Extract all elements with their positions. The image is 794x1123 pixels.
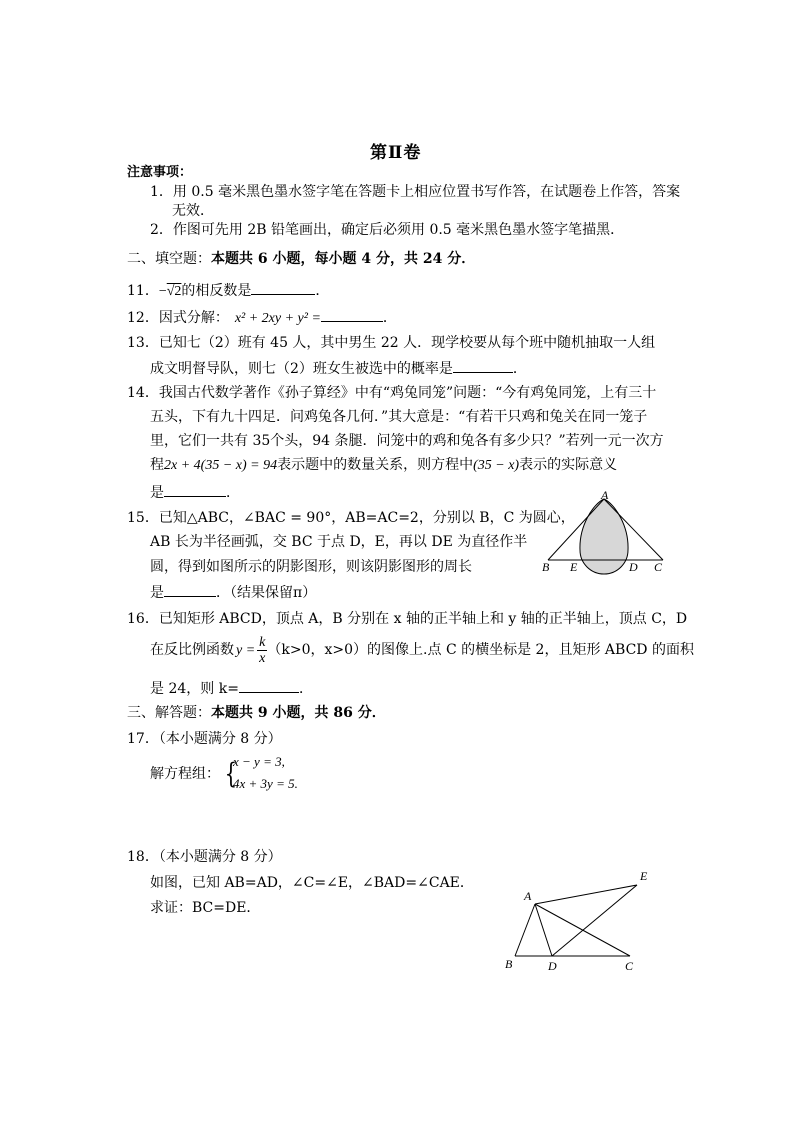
q17-equation-1: x − y = 3, xyxy=(233,754,285,769)
section-3-desc: 本题共 9 小题，共 86 分． xyxy=(211,705,386,721)
question-11 xyxy=(127,280,329,302)
q11-radical: √2 xyxy=(166,284,182,299)
q14-equation: 2x + 4(35 − x) = 94 xyxy=(164,458,278,473)
q18-label-e: E xyxy=(640,869,648,883)
q15-shaded-region xyxy=(580,499,628,574)
q15-label-a: A xyxy=(601,488,609,502)
q16-line-2-b: （k>0，x>0）的图像上.点 C 的横坐标是 2，且矩形 ABCD 的面积 xyxy=(267,642,694,658)
q11-number: 11． xyxy=(127,283,159,299)
q15-line-3: 圆，得到如图所示的阴影图形，则该阴影图形的周长 xyxy=(150,559,472,575)
q14-line-3: 里，它们一共有 35个头，94 条腿．问笼中的鸡和兔各有多少只？”若列一元一次方 xyxy=(150,433,664,449)
q15-line-1: 15．已知△ABC，∠BAC = 90°，AB=AC=2，分别以 B，C 为圆心， xyxy=(127,510,575,526)
q15-line-4-b: ．（结果保留π） xyxy=(216,585,317,601)
q16-answer-blank[interactable] xyxy=(239,678,299,693)
q16-line-1: 16．已知矩形 ABCD，顶点 A，B 分别在 x 轴的正半轴上和 y 轴的正半轴上，顶点 C，D xyxy=(127,611,688,627)
q11-answer-blank[interactable] xyxy=(251,280,315,295)
q18-segment-ab xyxy=(515,904,535,956)
q11-minus: − xyxy=(158,284,167,299)
q18-segment-ae xyxy=(535,885,637,904)
q12-end: ． xyxy=(382,310,397,326)
q16-fraction xyxy=(257,635,267,666)
q16-fraction-numerator: k xyxy=(259,634,266,650)
q15-answer-blank[interactable] xyxy=(164,582,216,597)
question-12 xyxy=(127,307,397,329)
q14-line-4-a: 程 xyxy=(150,457,164,473)
q15-line-4-a: 是 xyxy=(150,585,164,601)
q15-line-2: AB 长为半径画弧，交 BC 于点 D，E，再以 DE 为直径作半 xyxy=(150,534,528,550)
question-16-line-2 xyxy=(150,634,694,667)
q14-line-1: 14．我国古代数学著作《孙子算经》中有“鸡兔同笼”问题：“今有鸡兔同笼，上有三十 xyxy=(127,385,657,401)
q15-label-b: B xyxy=(542,560,550,574)
q11-end: ． xyxy=(315,283,330,299)
q18-label-d: D xyxy=(548,959,557,973)
q16-y-equals: y = xyxy=(236,643,256,658)
question-14-line-4 xyxy=(150,455,617,476)
section-2-desc: 本题共 6 小题，每小题 4 分，共 24 分． xyxy=(211,251,476,267)
question-16-line-3 xyxy=(150,678,313,699)
q15-label-d: D xyxy=(629,560,638,574)
q12-text: 因式分解： xyxy=(158,310,229,326)
q14-line-4-b: 表示题中的数量关系，则方程中 xyxy=(277,457,474,473)
section-2-label: 二、填空题： xyxy=(127,251,211,267)
q17-equation-2: 4x + 3y = 5. xyxy=(233,776,298,791)
page-title: 第Ⅱ卷 xyxy=(370,143,422,163)
q12-expression: x² + 2xy + y² = xyxy=(234,311,321,326)
notes-item-1: 1．用 0.5 毫米黑色墨水签字笔在答题卡上相应位置书写作答，在试题卷上作答，答案 xyxy=(150,184,681,200)
q15-figure xyxy=(535,488,670,580)
notes-item-1-cont: 无效． xyxy=(172,203,214,219)
q11-text: 的相反数是 xyxy=(181,283,252,299)
notes-heading: 注意事项： xyxy=(127,165,193,180)
section-3-label: 三、解答题： xyxy=(127,705,211,721)
q16-fraction-denominator: x xyxy=(259,650,266,666)
q16-line-2-a: 在反比例函数 xyxy=(150,642,234,658)
q13-line-2: 成文明督导队，则七（2）班女生被选中的概率是 xyxy=(150,361,453,377)
q14-expression: (35 − x) xyxy=(473,458,520,473)
q18-label-a: A xyxy=(524,889,532,903)
question-13-line-2 xyxy=(150,358,527,379)
q18-heading: 18．（本小题满分 8 分） xyxy=(127,849,282,865)
q14-answer-blank[interactable] xyxy=(164,482,226,497)
q18-label-c: C xyxy=(625,959,634,973)
question-15-line-4 xyxy=(150,582,316,603)
q12-answer-blank[interactable] xyxy=(321,307,383,322)
q18-figure xyxy=(495,864,660,976)
q14-line-5: 是 xyxy=(150,485,164,501)
section-3-heading xyxy=(127,703,386,723)
q13-end: ． xyxy=(512,361,527,377)
q18-line-2: 求证：BC=DE． xyxy=(150,900,261,916)
q14-line-4-c: 表示的实际意义 xyxy=(519,457,618,473)
q16-line-3-a: 是 24，则 k= xyxy=(150,681,239,697)
q17-heading: 17．（本小题满分 8 分） xyxy=(127,731,282,747)
q14-end: ． xyxy=(226,485,240,501)
q16-end: ． xyxy=(298,681,313,697)
q17-text: 解方程组： xyxy=(150,766,220,782)
q14-line-2: 五头，下有九十四足．问鸡兔各几何．”其大意是：“有若干只鸡和兔关在同一笼子 xyxy=(150,409,648,425)
q15-label-c: C xyxy=(654,560,663,574)
notes-item-2: 2．作图可先用 2B 铅笔画出，确定后必须用 0.5 毫米黑色墨水签字笔描黑． xyxy=(150,222,625,238)
q15-label-e: E xyxy=(570,560,578,574)
q18-line-1: 如图，已知 AB=AD，∠C=∠E，∠BAD=∠CAE． xyxy=(150,875,474,891)
q13-answer-blank[interactable] xyxy=(453,358,513,373)
q17-brace: { xyxy=(224,757,238,790)
q12-number: 12． xyxy=(127,310,159,326)
question-14-line-5 xyxy=(150,482,240,503)
q18-label-b: B xyxy=(505,957,513,971)
q13-line-1: 13．已知七（2）班有 45 人，其中男生 22 人．现学校要从每个班中随机抽取一人组 xyxy=(127,335,656,351)
section-2-heading xyxy=(127,249,475,269)
